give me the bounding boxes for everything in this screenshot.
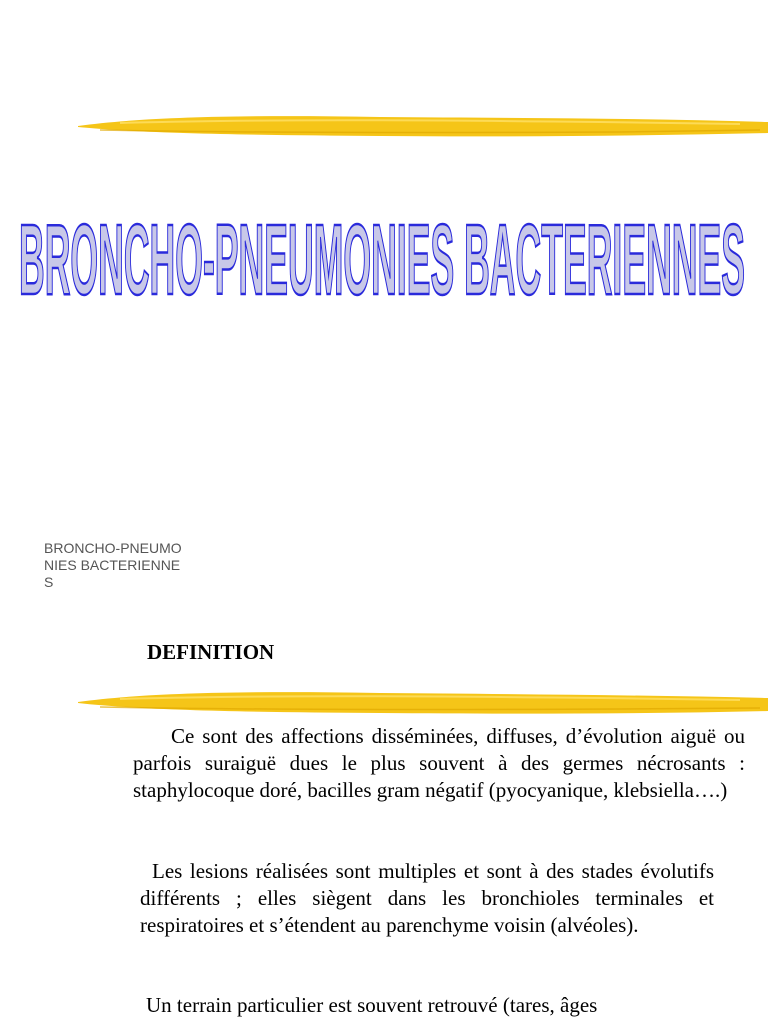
footer-title-label: BRONCHO-PNEUMONIES BACTERIENNES	[44, 540, 182, 590]
section-heading-definition: DEFINITION	[147, 640, 275, 664]
definition-paragraph-2: Les lesions réalisées sont multiples et sont à des stades évolutifs différents ; elles siègent dans les bronchioles terminales et respiratoires et s’étendent au parenchyme voisin (alvéoles).	[140, 859, 714, 937]
yellow-brush-stroke-middle	[0, 683, 768, 723]
definition-paragraph-1: Ce sont des affections disséminées, diffuses, d’évolution aiguë ou parfois suraiguë dues le plus souvent à des germes nécrosants : staphylocoque doré, bacilles gram négatif (pyocyanique, klebsiella….)	[133, 724, 745, 802]
definition-paragraph-3: Un terrain particulier est souvent retrouvé (tares, âges	[146, 993, 598, 1017]
slide-title	[0, 190, 768, 316]
slide-title-text: BRONCHO-PNEUMONIES BACTERIENNES	[19, 204, 745, 316]
yellow-brush-stroke-top	[0, 106, 768, 146]
